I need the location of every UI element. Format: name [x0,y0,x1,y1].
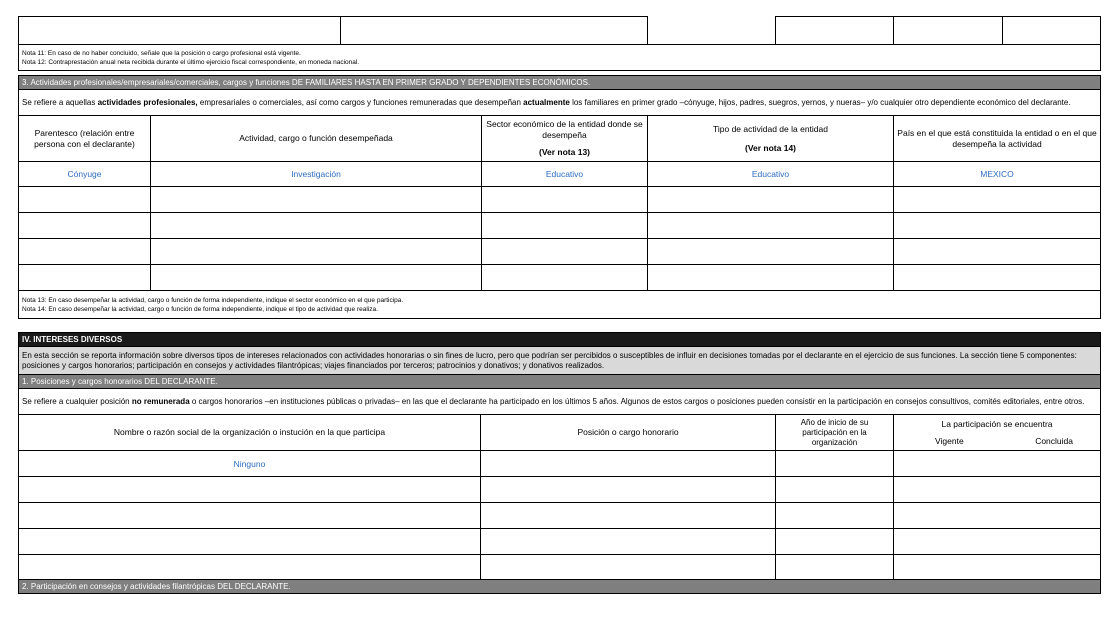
section-3-header-row [19,116,1101,162]
table-row [19,17,1101,45]
section-4-table [18,332,1101,594]
section-3-title: 3. Actividades profesionales/empresariales/comerciales, cargos y funciones DE FAMILIARES HASTA EN PRIMER GRADO Y DEPENDIENTES ECONÓMICOS. [19,76,1101,90]
header-vigente: Vigente [935,435,964,446]
header-parentesco: Parentesco (relación entre persona con el declarante) [19,116,151,162]
header-participacion: La participación se encuentra Vigente Concluida [894,415,1101,451]
nota-13: Nota 13: En caso desempeñar la actividad, cargo o función de forma independiente, indique el sector económico en el que participa. [22,296,404,304]
header-pais: País en el que está constituida la entidad o en el que desempeña la actividad [894,116,1101,162]
section-4-title: IV. INTERESES DIVERSOS [19,333,1101,347]
table-cell [776,17,894,45]
nota-12: Nota 12: Contraprestación anual neta recibida durante el último ejercicio fiscal correspondiente, en moneda nacional. [22,58,360,66]
section-4-sub1-title: 1. Posiciones y cargos honorarios DEL DECLARANTE. [19,375,1101,389]
table-row [19,477,1101,503]
table-row [19,239,1101,265]
section-3-description: Se refiere a aquellas actividades profesionales, empresariales o comerciales, así como cargos y funciones remuneradas que desempeñan actualmente los familiares en primer grado –cónyuge, hijos, padres, suegros, yernos, y nueras– y/o cualquier otro dependiente económico del declarante. [19,90,1101,116]
cell-actividad: Investigación [151,162,482,187]
header-tipo: Tipo de actividad de la entidad (Ver nota 14) [648,116,894,162]
header-nombre: Nombre o razón social de la organización o instución en la que participa [19,415,481,451]
section-4-sub1-description: Se refiere a cualquier posición no remunerada o cargos honorarios –en instituciones públicas o privadas– en las que el declarante ha participado en los últimos 5 años. Algunos de estos cargos o posiciones pueden consistir en la participación en consejos consultivos, comités editoriales, entre otros. [19,389,1101,415]
cell-nombre: Ninguno [19,451,481,477]
table-cell [341,17,648,45]
header-concluida: Concluida [1035,435,1073,446]
table-row [19,451,1101,477]
cell-parentesco: Cónyuge [19,162,151,187]
section-4-description: En esta sección se reporta información sobre diversos tipos de intereses relacionados con actividades honorarias o sin fines de lucro, pero que podrían ser percibidos o susceptibles de influir en decisiones tomadas por el declarante en el ejercicio de sus funciones. La sección tiene 5 componentes: posiciones y cargos honorarios; participación en consejos y actividades filantrópicas; viajes financiados por terceros; patrocinios y donativos; y donativos realizados. [19,347,1101,375]
cell-pais: MEXICO [894,162,1101,187]
header-anio: Año de inicio de su participación en la organización [776,415,894,451]
header-posicion: Posición o cargo honorario [481,415,776,451]
section-4-header-row [19,415,1101,451]
header-sector: Sector económico de la entidad donde se desempeña (Ver nota 13) [482,116,648,162]
table-row [19,213,1101,239]
previous-table-tail [18,16,1101,71]
notes-row [19,45,1101,71]
section-3-table [18,75,1101,319]
nota-11: Nota 11: En caso de no haber concluido, señale que la posición o cargo profesional está vigente. [22,49,301,57]
table-cell [894,17,1003,45]
table-cell [648,17,776,45]
table-row [19,503,1101,529]
table-row [19,555,1101,580]
table-row [19,162,1101,187]
table-row [19,187,1101,213]
cell-tipo: Educativo [648,162,894,187]
table-row [19,529,1101,555]
header-actividad: Actividad, cargo o función desempeñada [151,116,482,162]
notes-row [19,291,1101,319]
nota-14: Nota 14: En caso desempeñar la actividad, cargo o función de forma independiente, indique el tipo de actividad que realiza. [22,305,378,313]
table-cell [1003,17,1101,45]
cell-sector: Educativo [482,162,648,187]
declaration-page [18,16,1100,594]
section-4-sub2-title: 2. Participación en consejos y actividades filantrópicas DEL DECLARANTE. [19,580,1101,594]
table-row [19,265,1101,291]
table-cell [19,17,341,45]
